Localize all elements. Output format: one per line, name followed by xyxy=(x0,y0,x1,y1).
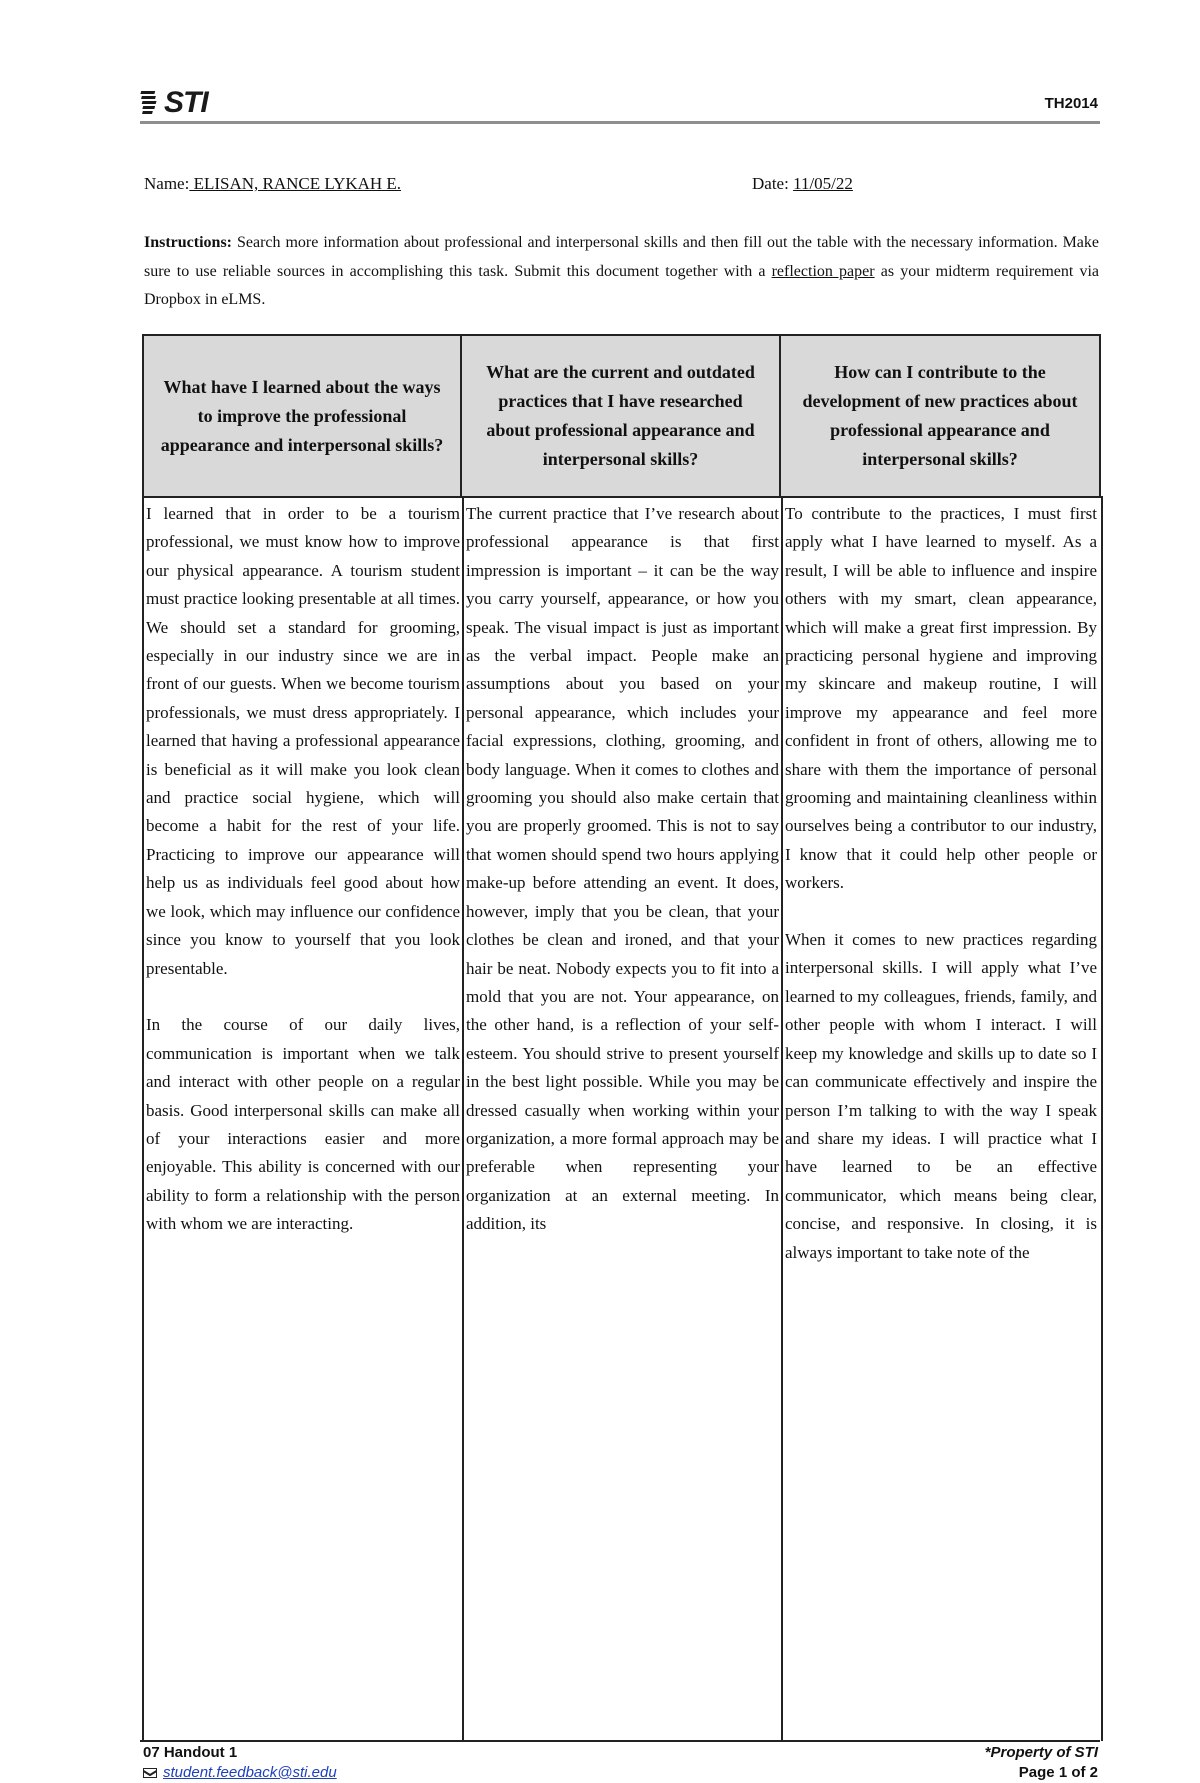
sti-logo-icon xyxy=(140,88,162,118)
sti-logo xyxy=(140,86,208,120)
name-field xyxy=(144,174,401,194)
instructions xyxy=(144,229,1099,315)
header-contribute: How can I contribute to the development of new practices about professional appearance and interpersonal skills? xyxy=(780,335,1100,497)
instructions-text-before: Search more information about professional and interpersonal skills and then fill out the table with the necessary information. Make sure to use reliable sources in accomplishing this task. Submit this document together with a xyxy=(144,234,1099,280)
cell-contribute-paragraph-1: To contribute to the practices, I must first apply what I have learned to myself. As a result, I will be able to influence and inspire others with my smart, clean appearance, which will make a great first impression. By practicing personal hygiene and improving my skincare and makeup routine, I will improve my appearance and feel more confident in front of others, allowing me to share with them the importance of personal grooming and maintaining cleanliness within ourselves being a contributor to our industry, I know that it could help other people or workers. xyxy=(785,504,1097,893)
footer-right xyxy=(985,1743,1098,1783)
mail-icon xyxy=(143,1768,157,1778)
cell-practices xyxy=(462,496,781,1741)
skills-table-body xyxy=(142,496,1103,1741)
date-label: Date: xyxy=(752,174,789,193)
cell-practices-paragraph-1: The current practice that I’ve research about professional appearance is that first impression is important – it can be the way you carry yourself, appearance, or how you speak. The visual impact is just as important as the verbal impact. People make an assumptions about you based on your personal appearance, which includes your facial expressions, clothing, grooming, and body language. When it comes to clothes and grooming you should also make certain that you are properly groomed. This is not to say that women should spend two hours applying make-up before attending an event. It does, however, imply that you be clean, that your clothes be clean and ironed, and that your hair be neat. Nobody expects you to fit into a mold that you are not. Your appearance, on the other hand, is a reflection of your self-esteem. You should strive to present yourself in the best light possible. While you may be dressed casually when working within your organization, a more formal approach may be preferable when representing your organization at an external meeting. In addition, its xyxy=(466,504,779,1234)
instructions-label: Instructions: xyxy=(144,234,233,251)
date-field xyxy=(752,174,853,194)
property-notice: *Property of STI xyxy=(984,1744,1098,1761)
header-practices: What are the current and outdated practices that I have researched about professional appearance and interpersonal skills? xyxy=(461,335,780,497)
header-divider xyxy=(140,121,1100,124)
header-learned: What have I learned about the ways to improve the professional appearance and interpersonal skills? xyxy=(143,335,461,497)
name-label: Name: xyxy=(144,174,190,193)
instructions-text-after: as your midterm requirement via Dropbox in eLMS. xyxy=(144,262,1100,308)
name-value: ELISAN, RANCE LYKAH E. xyxy=(189,174,402,193)
table-header-row xyxy=(143,335,1100,497)
course-code: TH2014 xyxy=(1044,95,1098,112)
footer-left xyxy=(143,1743,337,1783)
handout-label: 07 Handout 1 xyxy=(143,1744,238,1761)
footer-divider xyxy=(140,1740,1100,1742)
cell-learned-paragraph-1: I learned that in order to be a tourism professional, we must know how to improve our physical appearance. A tourism student must practice looking presentable at all times. We should set a standard for grooming, especially in our industry since we are in front of our guests. When we become tourism professionals, we must dress appropriately. I learned that having a professional appearance is beneficial as it will make you look clean and practice social hygiene, which will become a habit for the rest of your life. Practicing to improve our appearance will help us as individuals feel good about how we look, which may influence our confidence since you know to yourself that you look presentable. xyxy=(146,504,460,978)
cell-learned xyxy=(144,496,462,1741)
cell-learned-paragraph-2: In the course of our daily lives, communication is important when we talk and interact with other people on a regular basis. Good interpersonal skills can make all of your interactions easier and more enjoyable. This ability is concerned with our ability to form a relationship with the person with whom we are interacting. xyxy=(146,1015,460,1234)
date-value: 11/05/22 xyxy=(793,174,853,193)
feedback-email-link[interactable]: student.feedback@sti.edu xyxy=(163,1764,337,1781)
page-number: Page 1 of 2 xyxy=(1018,1764,1098,1781)
logo-text: STI xyxy=(164,86,208,119)
skills-table-header xyxy=(142,334,1101,498)
cell-contribute xyxy=(781,496,1099,1741)
cell-contribute-paragraph-2: When it comes to new practices regarding interpersonal skills. I will apply what I’ve learned to my colleagues, friends, family, and other people with whom I interact. I will keep my knowledge and skills up to date so I can communicate effectively and inspire the person I’m talking to with the way I speak and share my ideas. I will practice what I have learned to be an effective communicator, which means being clear, concise, and responsive. In closing, it is always important to take note of the xyxy=(785,930,1097,1262)
reflection-paper-link: reflection paper xyxy=(771,262,875,280)
